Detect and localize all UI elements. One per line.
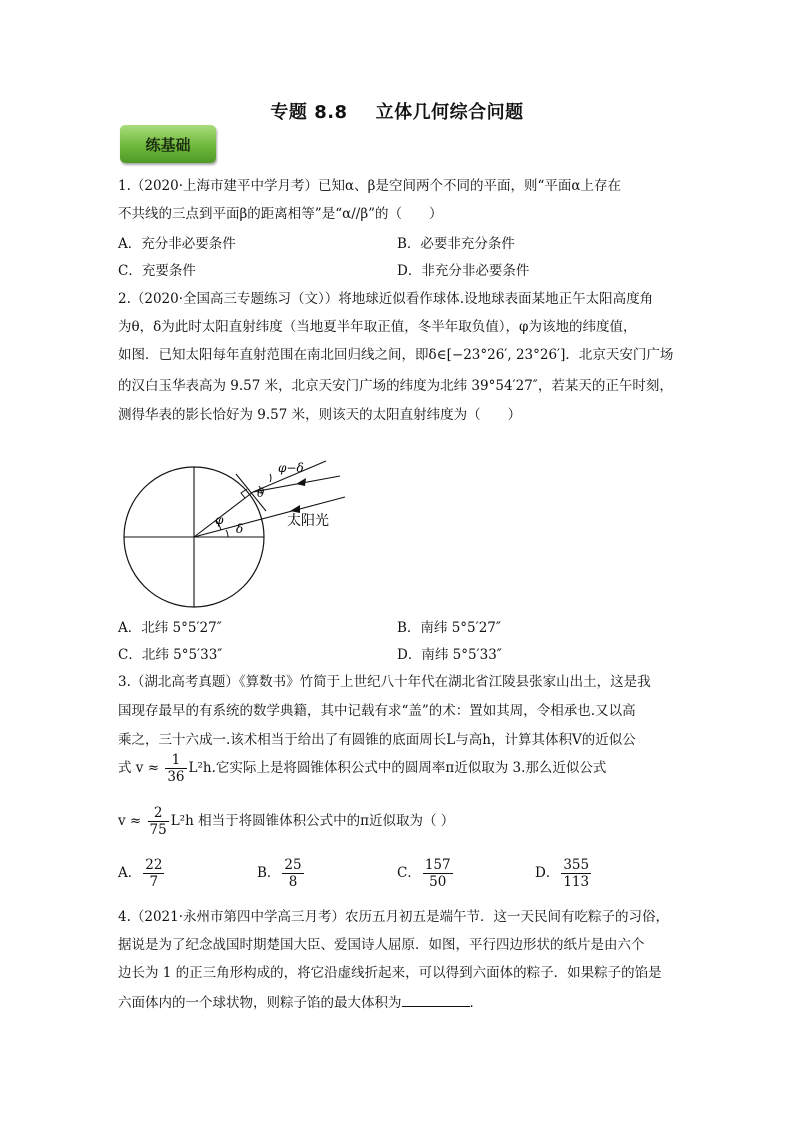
q4-line4-post: ． xyxy=(469,995,483,1011)
q3-option-d xyxy=(535,857,593,890)
q3-formula1-pre: 式 v ≈ xyxy=(118,760,160,776)
q2-option-b: B．南纬 5°5′27″ xyxy=(397,620,501,636)
q3-formula1 xyxy=(118,752,606,785)
q3-option-a-den: 7 xyxy=(149,874,159,890)
q4-line2: 据说是为了纪念战国时期楚国大臣、爱国诗人屈原．如图，平行四边形状的纸片是由六个 xyxy=(118,937,645,953)
q2-line4: 的汉白玉华表高为 9.57 米，北京天安门广场的纬度为北纬 39°54′27″，若某天的正午时刻， xyxy=(118,378,673,394)
q3-formula1-post: L²h.它实际上是将圆锥体积公式中的圆周率π近似取为 3.那么近似公式 xyxy=(188,760,607,776)
q2-option-c: C．北纬 5°5′33″ xyxy=(118,647,223,663)
q3-formula2-num: 2 xyxy=(148,805,169,822)
q3-formula2-pre: v ≈ xyxy=(118,813,142,829)
label-phi-delta: φ−δ xyxy=(278,461,304,475)
q3-line2: 国现存最早的有系统的数学典籍，其中记载有求“盖”的术：置如其周，令相承也.又以高 xyxy=(118,703,636,719)
q3-option-a-fraction xyxy=(143,857,164,890)
label-phi: φ xyxy=(215,513,224,527)
q3-option-d-num: 355 xyxy=(563,857,590,873)
q3-formula2-post: L²h 相当于将圆锥体积公式中的π近似取为（ ） xyxy=(170,813,455,829)
delta-arc xyxy=(226,530,228,537)
q3-formula1-den: 36 xyxy=(167,769,185,785)
sun-ray-arrow xyxy=(290,505,300,513)
q1-option-c: C．充要条件 xyxy=(118,263,196,279)
q3-option-d-fraction xyxy=(561,857,591,890)
label-theta: θ xyxy=(257,486,265,500)
label-sunlight: 太阳光 xyxy=(287,513,329,529)
q3-option-a-num: 22 xyxy=(145,857,163,873)
latitude-radius xyxy=(194,492,253,537)
q3-formula2 xyxy=(118,805,454,838)
q3-formula1-num: 1 xyxy=(165,752,186,769)
q1-option-d: D．非充分非必要条件 xyxy=(397,263,530,279)
q1-option-a: A．充分非必要条件 xyxy=(118,236,236,252)
page-title xyxy=(0,98,794,124)
q3-option-b xyxy=(257,857,306,890)
title-main: 专题 8.8 xyxy=(270,102,348,123)
q4-line1: 4.（2021·永州市第四中学高三月考）农历五月初五是端午节．这一天民间有吃粽子的习俗， xyxy=(118,909,670,925)
q3-option-d-letter: D． xyxy=(535,865,560,881)
q4-line4-pre: 六面体内的一个球状物，则粽子馅的最大体积为 xyxy=(118,995,402,1011)
q3-option-a-letter: A． xyxy=(118,865,142,881)
q3-option-d-den: 113 xyxy=(563,874,590,890)
q2-line2: 为θ，δ为此时太阳直射纬度（当地夏半年取正值，冬半年取负值），φ为该地的纬度值， xyxy=(118,319,637,335)
q1-line1: 1.（2020·上海市建平中学月考）已知α、β是空间两个不同的平面，则“平面α上存在 xyxy=(118,178,621,194)
q4-answer-blank xyxy=(402,992,470,1007)
q3-option-c-fraction xyxy=(423,857,453,890)
q3-formula2-fraction xyxy=(148,805,169,838)
q3-option-c-letter: C． xyxy=(397,865,421,881)
q3-option-b-fraction xyxy=(282,857,303,890)
q3-option-b-letter: B． xyxy=(257,865,281,881)
sunlight-arrow xyxy=(296,478,306,486)
q2-line3: 如图．已知太阳每年直射范围在南北回归线之间，即δ∈[−23°26′, 23°26′]．北京天安门广场 xyxy=(118,347,674,363)
q3-option-c-den: 50 xyxy=(429,874,447,890)
q2-line1: 2.（2020·全国高三专题练习（文））将地球近似看作球体.设地球表面某地正午太阳高度角 xyxy=(118,291,654,307)
phi-delta-arc xyxy=(270,474,271,482)
title-sub: 立体几何综合问题 xyxy=(375,102,524,123)
q3-formula1-fraction xyxy=(165,752,186,785)
q4-line3: 边长为 1 的正三角形构成的，将它沿虚线折起来，可以得到六面体的粽子．如果粽子的馅是 xyxy=(118,965,662,981)
sun-angle-diagram xyxy=(115,440,355,610)
q2-option-d: D．南纬 5°5′33″ xyxy=(397,647,502,663)
q1-line2: 不共线的三点到平面β的距离相等”是“α//β”的（ ） xyxy=(118,206,443,222)
q2-line5: 测得华表的影长恰好为 9.57 米，则该天的太阳直射纬度为（ ） xyxy=(118,407,522,423)
q3-option-b-den: 8 xyxy=(288,874,298,890)
q1-option-b: B．必要非充分条件 xyxy=(397,236,515,252)
label-delta: δ xyxy=(236,522,244,536)
section-badge: 练基础 xyxy=(120,125,216,163)
q3-formula2-den: 75 xyxy=(149,822,167,838)
q3-option-b-num: 25 xyxy=(284,857,302,873)
q2-option-a: A．北纬 5°5′27″ xyxy=(118,620,222,636)
q3-option-a xyxy=(118,857,166,890)
q3-option-c-num: 157 xyxy=(424,857,451,873)
q3-line1: 3.（湖北高考真题）《算数书》竹简于上世纪八十年代在湖北省江陵县张家山出土，这是我 xyxy=(118,674,651,690)
q4-line4 xyxy=(118,992,483,1012)
q3-line3: 乘之，三十六成一.该术相当于给出了有圆锥的底面周长L与高h，计算其体积V的近似公 xyxy=(118,732,636,748)
q3-option-c xyxy=(397,857,455,890)
